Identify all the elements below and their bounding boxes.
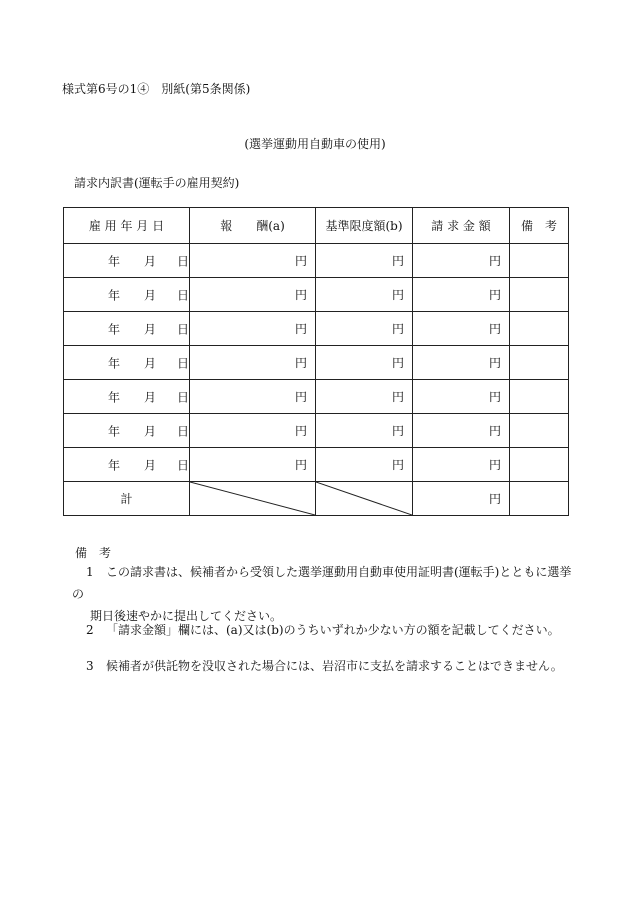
remarks-cell[interactable] xyxy=(510,380,569,414)
note-item xyxy=(72,561,572,627)
month-label: 月 xyxy=(144,390,157,404)
header-remarks: 備 考 xyxy=(510,208,569,244)
claim-amount-cell[interactable]: 円 xyxy=(413,448,510,482)
day-label: 日 xyxy=(177,322,190,336)
document-title: (選挙運動用自動車の使用) xyxy=(244,137,386,151)
day-label: 日 xyxy=(177,288,190,302)
standard-limit-cell[interactable]: 円 xyxy=(316,278,413,312)
standard-limit-cell[interactable]: 円 xyxy=(316,448,413,482)
claim-amount-cell[interactable]: 円 xyxy=(413,312,510,346)
standard-limit-cell[interactable]: 円 xyxy=(316,244,413,278)
employment-date-cell[interactable] xyxy=(64,448,190,482)
total-standard-limit-cell xyxy=(316,482,413,516)
year-label: 年 xyxy=(108,288,121,302)
year-label: 年 xyxy=(108,424,121,438)
total-row xyxy=(64,482,569,516)
remarks-cell[interactable] xyxy=(510,448,569,482)
remuneration-cell[interactable]: 円 xyxy=(190,312,316,346)
remarks-cell[interactable] xyxy=(510,278,569,312)
note-text: 候補者が供託物を没収された場合には、岩沼市に支払を請求することはできません。 xyxy=(106,659,563,673)
header-claim-amount: 請 求 金 額 xyxy=(413,208,510,244)
employment-date-cell[interactable] xyxy=(64,380,190,414)
standard-limit-cell[interactable]: 円 xyxy=(316,346,413,380)
header-remuneration: 報 酬(a) xyxy=(190,208,316,244)
remarks-cell[interactable] xyxy=(510,346,569,380)
day-label: 日 xyxy=(177,254,190,268)
employment-date-cell[interactable] xyxy=(64,414,190,448)
day-label: 日 xyxy=(177,458,190,472)
month-label: 月 xyxy=(144,424,157,438)
month-label: 月 xyxy=(144,322,157,336)
claim-amount-cell[interactable]: 円 xyxy=(413,244,510,278)
employment-date-cell[interactable] xyxy=(64,278,190,312)
year-label: 年 xyxy=(108,254,121,268)
claim-amount-cell[interactable]: 円 xyxy=(413,414,510,448)
note-number: 2 xyxy=(86,623,94,637)
document-subtitle: 請求内訳書(運転手の雇用契約) xyxy=(74,176,240,190)
remuneration-cell[interactable]: 円 xyxy=(190,346,316,380)
employment-date-cell[interactable] xyxy=(64,346,190,380)
note-item xyxy=(72,655,572,677)
remuneration-cell[interactable]: 円 xyxy=(190,380,316,414)
year-label: 年 xyxy=(108,322,121,336)
month-label: 月 xyxy=(144,254,157,268)
note-item xyxy=(72,619,572,641)
total-label: 計 xyxy=(64,482,190,516)
table-row xyxy=(64,312,569,346)
remarks-cell[interactable] xyxy=(510,244,569,278)
month-label: 月 xyxy=(144,356,157,370)
day-label: 日 xyxy=(177,424,190,438)
table-row xyxy=(64,278,569,312)
total-remuneration-cell xyxy=(190,482,316,516)
employment-date-cell[interactable] xyxy=(64,244,190,278)
table-header-row xyxy=(64,208,569,244)
remuneration-cell[interactable]: 円 xyxy=(190,278,316,312)
year-label: 年 xyxy=(108,390,121,404)
note-text-continued: 期日後速やかに提出してください。 xyxy=(90,609,283,623)
form-number: 様式第6号の1④ 別紙(第5条関係) xyxy=(62,82,251,96)
remuneration-cell[interactable]: 円 xyxy=(190,448,316,482)
remuneration-cell[interactable]: 円 xyxy=(190,414,316,448)
day-label: 日 xyxy=(177,390,190,404)
remarks-cell[interactable] xyxy=(510,312,569,346)
notes-heading: 備 考 xyxy=(75,546,112,560)
remuneration-cell[interactable]: 円 xyxy=(190,244,316,278)
table-row xyxy=(64,380,569,414)
claim-breakdown-table xyxy=(63,207,569,516)
day-label: 日 xyxy=(177,356,190,370)
total-claim-amount-cell[interactable]: 円 xyxy=(413,482,510,516)
year-label: 年 xyxy=(108,356,121,370)
employment-date-cell[interactable] xyxy=(64,312,190,346)
note-text: この請求書は、候補者から受領した選挙運動用自動車使用証明書(運転手)とともに選挙の xyxy=(72,565,572,601)
table-row xyxy=(64,244,569,278)
table-row xyxy=(64,448,569,482)
note-text: 「請求金額」欄には、(a)又は(b)のうちいずれか少ない方の額を記載してください。 xyxy=(106,623,560,637)
month-label: 月 xyxy=(144,458,157,472)
table-row xyxy=(64,414,569,448)
claim-amount-cell[interactable]: 円 xyxy=(413,380,510,414)
month-label: 月 xyxy=(144,288,157,302)
claim-amount-cell[interactable]: 円 xyxy=(413,278,510,312)
claim-amount-cell[interactable]: 円 xyxy=(413,346,510,380)
standard-limit-cell[interactable]: 円 xyxy=(316,380,413,414)
note-number: 3 xyxy=(86,659,94,673)
note-number: 1 xyxy=(86,565,94,579)
remarks-cell[interactable] xyxy=(510,414,569,448)
standard-limit-cell[interactable]: 円 xyxy=(316,312,413,346)
total-remarks-cell[interactable] xyxy=(510,482,569,516)
standard-limit-cell[interactable]: 円 xyxy=(316,414,413,448)
year-label: 年 xyxy=(108,458,121,472)
header-standard-limit: 基準限度額(b) xyxy=(316,208,413,244)
table-row xyxy=(64,346,569,380)
header-employment-date: 雇 用 年 月 日 xyxy=(64,208,190,244)
